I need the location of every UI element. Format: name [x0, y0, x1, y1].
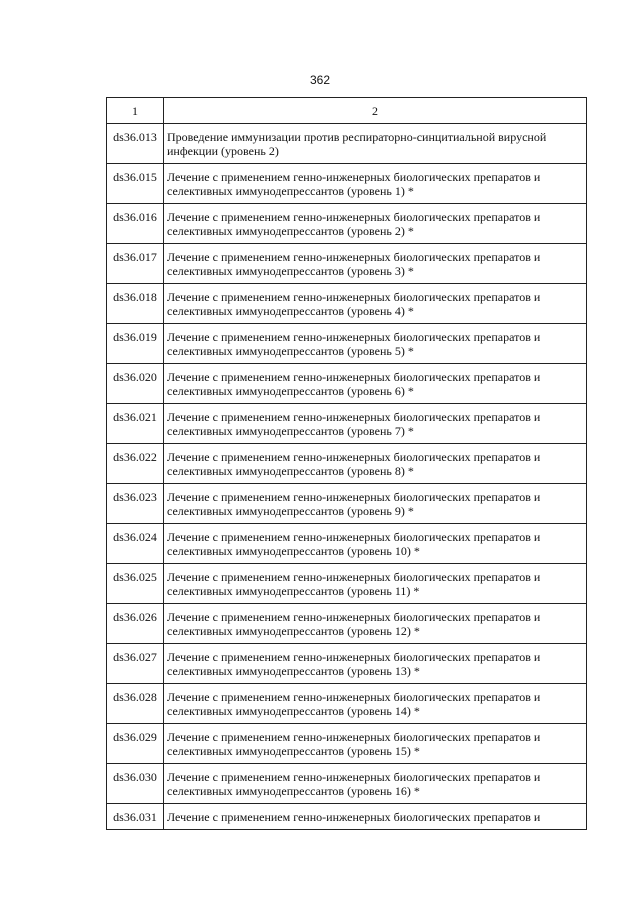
row-description: Лечение с применением генно-инженерных биологических препаратов и: [164, 804, 587, 830]
row-description: Лечение с применением генно-инженерных биологических препаратов и селективных иммунодепрессантов (уровень 7) *: [164, 404, 587, 444]
table-row: [107, 164, 587, 204]
row-code: ds36.015: [107, 164, 164, 204]
table-row: [107, 564, 587, 604]
table-row: [107, 764, 587, 804]
table-row: [107, 724, 587, 764]
column-header-1: 1: [107, 98, 164, 124]
row-code: ds36.026: [107, 604, 164, 644]
row-description: Лечение с применением генно-инженерных биологических препаратов и селективных иммунодепрессантов (уровень 10) *: [164, 524, 587, 564]
table-row: [107, 524, 587, 564]
table-row: [107, 124, 587, 164]
row-code: ds36.024: [107, 524, 164, 564]
row-description: Лечение с применением генно-инженерных биологических препаратов и селективных иммунодепрессантов (уровень 3) *: [164, 244, 587, 284]
table-row: [107, 244, 587, 284]
row-description: Лечение с применением генно-инженерных биологических препаратов и селективных иммунодепрессантов (уровень 8) *: [164, 444, 587, 484]
column-header-2: 2: [164, 98, 587, 124]
row-code: ds36.031: [107, 804, 164, 830]
row-code: ds36.017: [107, 244, 164, 284]
row-description: Лечение с применением генно-инженерных биологических препаратов и селективных иммунодепрессантов (уровень 9) *: [164, 484, 587, 524]
table-row: [107, 684, 587, 724]
row-code: ds36.013: [107, 124, 164, 164]
row-description: Лечение с применением генно-инженерных биологических препаратов и селективных иммунодепрессантов (уровень 5) *: [164, 324, 587, 364]
row-code: ds36.016: [107, 204, 164, 244]
tariff-table: [106, 97, 587, 830]
row-code: ds36.021: [107, 404, 164, 444]
row-description: Лечение с применением генно-инженерных биологических препаратов и селективных иммунодепрессантов (уровень 15) *: [164, 724, 587, 764]
row-code: ds36.027: [107, 644, 164, 684]
row-code: ds36.025: [107, 564, 164, 604]
row-code: ds36.028: [107, 684, 164, 724]
row-description: Лечение с применением генно-инженерных биологических препаратов и селективных иммунодепрессантов (уровень 14) *: [164, 684, 587, 724]
row-description: Лечение с применением генно-инженерных биологических препаратов и селективных иммунодепрессантов (уровень 16) *: [164, 764, 587, 804]
row-description: Лечение с применением генно-инженерных биологических препаратов и селективных иммунодепрессантов (уровень 6) *: [164, 364, 587, 404]
row-description: Лечение с применением генно-инженерных биологических препаратов и селективных иммунодепрессантов (уровень 4) *: [164, 284, 587, 324]
row-code: ds36.030: [107, 764, 164, 804]
row-description: Лечение с применением генно-инженерных биологических препаратов и селективных иммунодепрессантов (уровень 12) *: [164, 604, 587, 644]
row-code: ds36.020: [107, 364, 164, 404]
page-number: 362: [309, 73, 331, 87]
row-code: ds36.023: [107, 484, 164, 524]
row-code: ds36.029: [107, 724, 164, 764]
row-description: Лечение с применением генно-инженерных биологических препаратов и селективных иммунодепрессантов (уровень 2) *: [164, 204, 587, 244]
table-row: [107, 644, 587, 684]
row-description: Проведение иммунизации против респираторно-синцитиальной вирусной инфекции (уровень 2): [164, 124, 587, 164]
table-row: [107, 484, 587, 524]
table-row: [107, 604, 587, 644]
row-code: ds36.018: [107, 284, 164, 324]
table-header-row: [107, 98, 587, 124]
table-row: [107, 284, 587, 324]
row-description: Лечение с применением генно-инженерных биологических препаратов и селективных иммунодепрессантов (уровень 1) *: [164, 164, 587, 204]
table-row: [107, 324, 587, 364]
table-row: [107, 204, 587, 244]
table-row: [107, 804, 587, 830]
row-code: ds36.019: [107, 324, 164, 364]
row-code: ds36.022: [107, 444, 164, 484]
row-description: Лечение с применением генно-инженерных биологических препаратов и селективных иммунодепрессантов (уровень 11) *: [164, 564, 587, 604]
row-description: Лечение с применением генно-инженерных биологических препаратов и селективных иммунодепрессантов (уровень 13) *: [164, 644, 587, 684]
table-row: [107, 444, 587, 484]
table-row: [107, 364, 587, 404]
table-row: [107, 404, 587, 444]
